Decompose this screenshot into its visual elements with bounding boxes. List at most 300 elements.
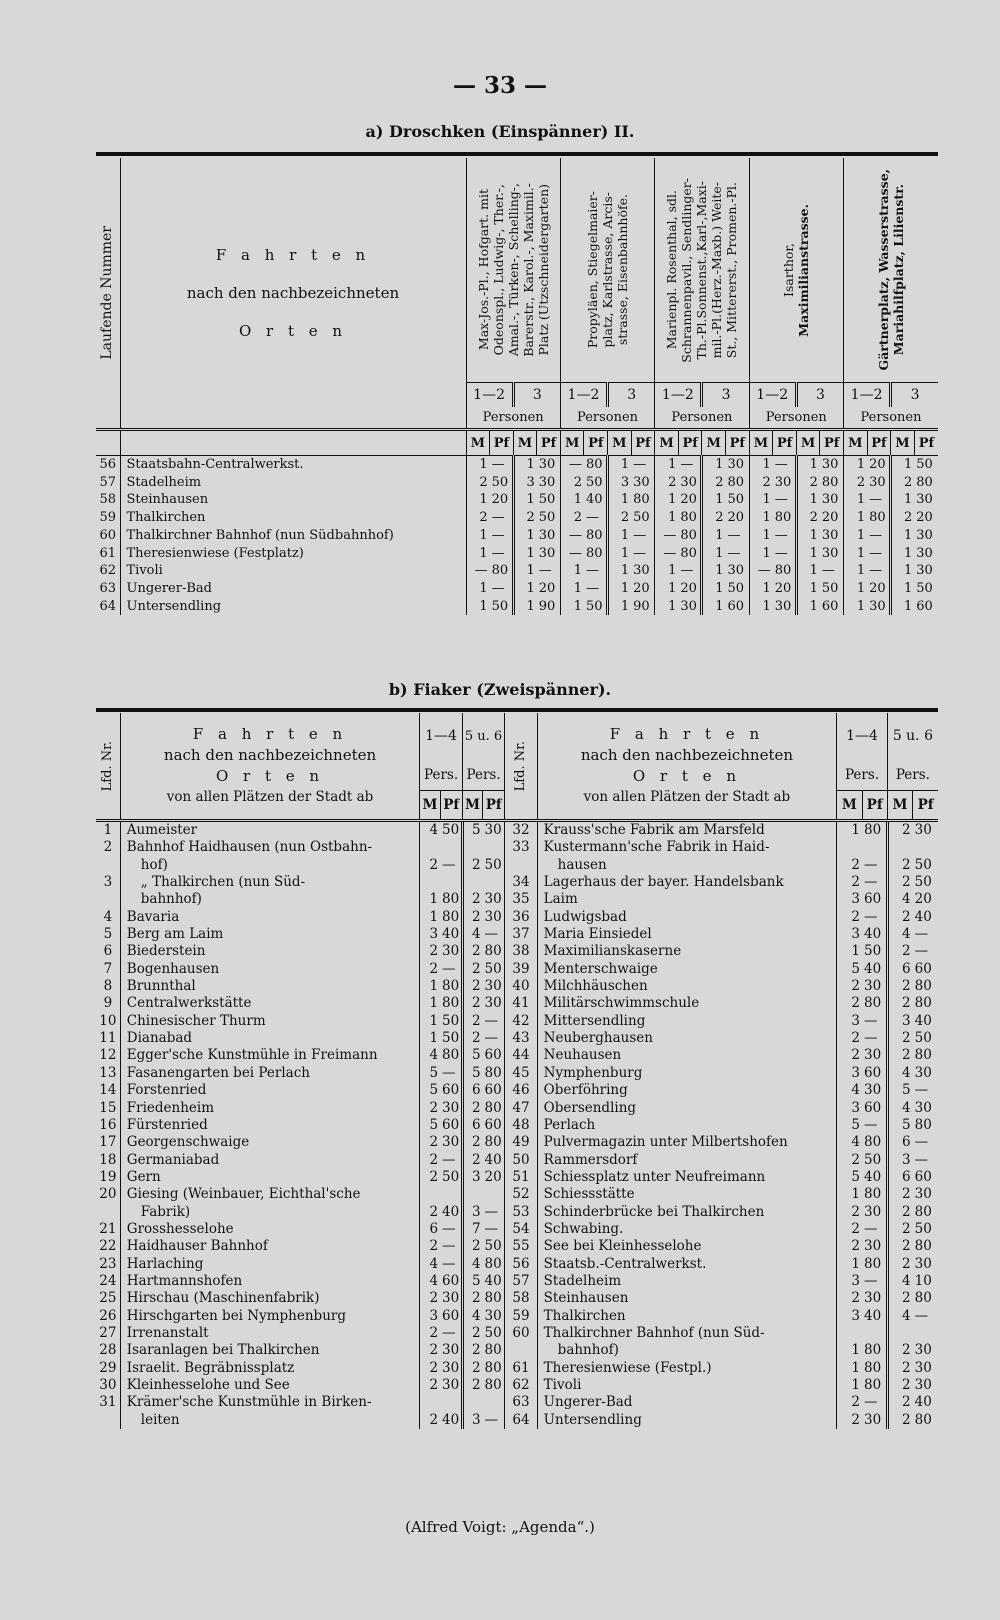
destination: Untersendling (537, 1412, 837, 1429)
pfennig-value: 30 (820, 527, 844, 545)
mark-value: 5 (471, 1064, 481, 1081)
pfennig-value: 80 (490, 562, 514, 580)
destination: Stadelheim (120, 474, 466, 492)
pfennig-value: — (440, 1065, 462, 1082)
destination: Obersendling (537, 1100, 837, 1117)
mark-value: 1 (904, 580, 913, 596)
mark-value: 3 (471, 1411, 481, 1428)
row-number: 40 (505, 978, 537, 995)
row-number (96, 857, 120, 874)
mark-value: 1 (715, 580, 724, 596)
table-row (96, 1134, 938, 1151)
row-number: 22 (96, 1238, 120, 1255)
m-label: M (462, 790, 482, 820)
row-number: 61 (96, 545, 120, 563)
destination: Kleinhesselohe und See (120, 1377, 420, 1394)
section-a-title: a) Droschken (Einspänner) II. (365, 122, 635, 141)
mark-value (420, 874, 440, 891)
personen-count: 1—2 (655, 383, 702, 407)
pfennig-value: — (862, 909, 887, 926)
mark-value: 1 (904, 545, 913, 561)
mark-value (837, 1325, 862, 1342)
destination: Rammersdorf (537, 1152, 837, 1169)
pfennig-value: — (862, 874, 887, 891)
mark-value: 2 (471, 908, 481, 925)
pfennig-value: — (914, 1307, 929, 1324)
personen-label: Personen (466, 407, 560, 430)
mark-value: 2 (471, 960, 481, 977)
pfennig-value: 50 (914, 856, 932, 873)
fiaker-table (96, 713, 938, 1429)
fahrten-header-left: F a h r t e n nach den nachbezeichneten O r t e n von allen Plätzen der Stadt ab (120, 713, 420, 821)
pfennig-value: 30 (483, 978, 505, 995)
mark-value: 3 (526, 474, 535, 490)
pfennig-value: 30 (537, 474, 561, 492)
mark-value: 4 (429, 1272, 439, 1289)
destination: Hartmannshofen (120, 1273, 420, 1290)
row-number: 56 (96, 456, 120, 474)
pfennig-value: — (490, 509, 514, 527)
mark-value: 1 (620, 563, 630, 579)
mark-value: 3 (620, 474, 630, 490)
destination: „ Thalkirchen (nun Süd- (120, 874, 420, 891)
droschken-table (96, 158, 938, 615)
mark-value: 2 (429, 1168, 439, 1185)
mark-value: 1 (851, 1186, 860, 1203)
pfennig-value: — (483, 1030, 505, 1047)
row-number (96, 1412, 120, 1429)
pfennig-value: 30 (483, 1308, 505, 1325)
mark-value: 3 (851, 891, 860, 908)
mark-value: 1 (809, 545, 818, 561)
personen-count: 3 (608, 383, 655, 407)
row-number: 56 (505, 1256, 537, 1273)
zone-line: Barerstr., Karol.-, Maximil.- (520, 183, 536, 357)
mark-value: 2 (902, 1290, 911, 1307)
pfennig-value: 80 (914, 1238, 932, 1255)
pf-label: Pf (678, 430, 702, 456)
destination: Neuhausen (537, 1047, 837, 1064)
mark-value: 1 (809, 598, 818, 614)
pfennig-value: 50 (537, 509, 561, 527)
zone-header-2 (560, 158, 654, 383)
pfennig-value (440, 1394, 462, 1411)
mark-value: 1 (856, 492, 866, 508)
pfennig-value: 30 (440, 1342, 462, 1359)
mark-value: 1 (762, 457, 771, 472)
mark-value: 2 (471, 1099, 481, 1116)
mark-value: 1 (904, 527, 913, 543)
mark-value: 1 (904, 598, 913, 614)
destination: Maria Einsiedel (537, 926, 837, 943)
pfennig-value: 50 (862, 1152, 887, 1169)
pfennig-value: 30 (726, 456, 750, 474)
pfennig-value: 80 (483, 1377, 505, 1394)
zone-line: Max-Jos.-Pl., Hofgart. mit (475, 189, 491, 351)
pfennig-value: 50 (483, 1238, 505, 1255)
pfennig-value: 30 (862, 1082, 887, 1099)
pfennig-value: 30 (914, 1359, 932, 1376)
personen-count: 1—2 (844, 383, 891, 407)
mark-value: 2 (856, 474, 866, 490)
row-number: 39 (505, 961, 537, 978)
pfennig-value: 80 (773, 509, 797, 527)
pfennig-value (862, 1325, 887, 1342)
mark-value: 1 (851, 943, 860, 960)
pfennig-value: 50 (490, 598, 514, 616)
pfennig-value: 80 (440, 1047, 462, 1064)
mark-value: 2 (902, 1377, 911, 1393)
pfennig-value (913, 1325, 938, 1342)
table-row (96, 1308, 938, 1325)
pfennig-value: 40 (440, 926, 462, 943)
mark-value: — (757, 563, 771, 579)
mark-value: 2 (902, 1220, 911, 1237)
pfennig-value: 80 (440, 909, 462, 926)
table-row (96, 1030, 938, 1047)
mark-value: 1 (479, 457, 488, 472)
pfennig-value: — (867, 491, 891, 509)
mark-value: 2 (851, 1030, 860, 1047)
pfennig-value: — (820, 562, 844, 580)
mark-value: 1 (526, 457, 535, 472)
mark-value: 1 (809, 580, 818, 596)
table-row (96, 545, 938, 563)
pfennig-value: 80 (773, 562, 797, 580)
pfennig-value: 50 (483, 1325, 505, 1342)
table-row (96, 1221, 938, 1238)
destination: Irrenanstalt (120, 1325, 420, 1342)
pfennig-value: 30 (537, 527, 561, 545)
pf-label: Pf (537, 430, 561, 456)
pfennig-value: 80 (678, 545, 702, 563)
mark-value: 5 (471, 822, 481, 838)
mark-value: 1 (479, 527, 488, 543)
zone-header-4 (749, 158, 843, 383)
mark-value: 3 (429, 1307, 439, 1324)
mark-value: 1 (856, 457, 866, 472)
pfennig-value: 40 (483, 1152, 505, 1169)
pfennig-value: 80 (440, 995, 462, 1012)
mark-value: 2 (902, 908, 911, 925)
mark-value: 5 (902, 1116, 911, 1133)
row-number: 2 (96, 839, 120, 856)
row-number: 19 (96, 1169, 120, 1186)
row-number: 50 (505, 1152, 537, 1169)
destination: bahnhof) (120, 891, 420, 908)
destination: Oberföhring (537, 1082, 837, 1099)
pfennig-value: 30 (914, 1342, 932, 1359)
pfennig-value (483, 1186, 505, 1203)
pfennig-value: — (631, 527, 655, 545)
row-number: 5 (96, 926, 120, 943)
row-number: 62 (96, 562, 120, 580)
zone-header-3 (655, 158, 749, 383)
pfennig-value: 80 (862, 1256, 887, 1273)
pfennig-value: — (440, 1256, 462, 1273)
pfennig-value: — (490, 545, 514, 563)
mark-value: 2 (902, 1030, 911, 1047)
pfennig-value: 80 (584, 456, 608, 474)
pfennig-value: 80 (483, 1256, 505, 1273)
pfennig-value: 50 (914, 1220, 932, 1237)
mark-value: 1 (429, 1030, 439, 1047)
pfennig-value: — (440, 857, 462, 874)
mark-value: 1 (479, 598, 488, 614)
row-number: 41 (505, 995, 537, 1012)
table-row (96, 874, 938, 891)
zone-line: Gärtnerplatz, Wasserstrasse, (876, 169, 891, 371)
destination: Untersendling (120, 598, 466, 616)
mark-value: 2 (851, 1290, 860, 1307)
mark-value (887, 1325, 912, 1342)
mark-value: 2 (479, 510, 488, 526)
pfennig-value: 50 (584, 474, 608, 492)
pfennig-value: 20 (678, 491, 702, 509)
pfennig-value: 80 (914, 1411, 932, 1428)
section-b-top-rule (96, 708, 938, 712)
mark-value: 1 (620, 580, 630, 596)
row-number: 63 (505, 1394, 537, 1411)
row-number: 59 (505, 1308, 537, 1325)
mark-value: 2 (851, 1203, 860, 1220)
mark-value: 5 (851, 1116, 860, 1133)
table-row (96, 474, 938, 492)
pfennig-value: 30 (773, 598, 797, 616)
row-number: 31 (96, 1394, 120, 1411)
personen-label: Personen (560, 407, 654, 430)
mark-value: 4 (851, 1134, 860, 1151)
destination: Forstenried (120, 1082, 420, 1099)
pfennig-value: — (773, 527, 797, 545)
destination: Staatsb.-Centralwerkst. (537, 1256, 837, 1273)
row-number: 60 (96, 527, 120, 545)
mark-value: 4 (471, 926, 481, 943)
destination: Fasanengarten bei Perlach (120, 1065, 420, 1082)
pfennig-value: — (862, 1273, 887, 1290)
pfennig-value: 20 (916, 510, 933, 526)
mark-value: 1 (762, 492, 771, 508)
zone-line: Mariahilfplatz, Lilienstr. (891, 184, 906, 356)
row-number: 37 (505, 926, 537, 943)
destination: Grosshesselohe (120, 1221, 420, 1238)
m-label: M (655, 430, 679, 456)
pfennig-value: 30 (483, 891, 505, 908)
mark-value: 2 (471, 1342, 481, 1359)
mark-value: 2 (471, 978, 481, 995)
row-number: 4 (96, 909, 120, 926)
mark-value: 1 (620, 492, 630, 508)
pfennig-value: — (440, 1238, 462, 1255)
row-number: 16 (96, 1117, 120, 1134)
pfennig-value: 50 (631, 509, 655, 527)
mark-value: 5 (429, 1116, 439, 1133)
destination: Thalkirchner Bahnhof (nun Süd- (537, 1325, 837, 1342)
mark-value: 3 (902, 1012, 911, 1029)
mark-value: 2 (429, 960, 439, 977)
zone-header-1 (466, 158, 560, 383)
mark-value: 2 (471, 1151, 481, 1168)
table-row (96, 1256, 938, 1273)
pfennig-value: 30 (916, 545, 933, 561)
destination: Perlach (537, 1117, 837, 1134)
mark-value: 2 (573, 474, 582, 490)
personen-label: Personen (860, 409, 922, 425)
mark-value: 1 (851, 1342, 860, 1359)
mark-value: 2 (851, 1220, 860, 1237)
row-number: 23 (96, 1256, 120, 1273)
pfennig-value: 20 (490, 491, 514, 509)
table-row (96, 1117, 938, 1134)
mark-value: 2 (902, 1203, 911, 1220)
pfennig-value: 30 (914, 1377, 932, 1393)
zone-line: Amal.-, Türken-, Schelling-, (505, 183, 521, 357)
mark-value: 2 (902, 822, 911, 838)
mark-value: 3 (902, 1151, 911, 1168)
mark-value: 2 (429, 943, 439, 960)
destination: Centralwerkstätte (120, 995, 420, 1012)
table-row (96, 491, 938, 509)
pfennig-value: 30 (483, 909, 505, 926)
destination: Kustermann'sche Fabrik in Haid- (537, 839, 837, 856)
personen-count: 1—2 (749, 383, 796, 407)
mark-value (462, 1186, 482, 1203)
pfennig-value: — (483, 1221, 505, 1238)
mark-value (837, 839, 862, 856)
mark-value: 1 (715, 598, 724, 614)
mark-value: 1 (762, 527, 771, 543)
mark-value: 4 (429, 822, 439, 838)
pfennig-value: — (483, 1204, 505, 1221)
table-row (96, 1152, 938, 1169)
mark-value: 2 (471, 1359, 481, 1376)
mark-value: 1 (526, 492, 535, 508)
row-number: 20 (96, 1186, 120, 1203)
mark-value: 1 (668, 580, 677, 596)
mark-value: 1 (762, 598, 771, 614)
pfennig-value: 80 (914, 1290, 932, 1307)
mark-value: 2 (471, 891, 481, 908)
pers-left-2: Pers. (462, 759, 504, 790)
pfennig-value: 40 (440, 1204, 462, 1221)
mark-value: 4 (429, 1255, 439, 1272)
pfennig-value: 50 (440, 821, 462, 840)
mark-value: 2 (902, 1342, 911, 1359)
pfennig-value: — (631, 456, 655, 474)
destination: Thalkirchner Bahnhof (nun Südbahnhof) (120, 527, 466, 545)
pfennig-value: 80 (483, 1065, 505, 1082)
mark-value (420, 839, 440, 856)
pfennig-value: 30 (631, 562, 655, 580)
zone-line: Isarthor, (781, 243, 797, 297)
row-number: 47 (505, 1100, 537, 1117)
destination: Schinderbrücke bei Thalkirchen (537, 1204, 837, 1221)
zone-line: strasse, Eisenbahnhöfe. (615, 194, 631, 346)
table-row (96, 961, 938, 978)
pfennig-value: — (490, 456, 514, 474)
mark-value: 4 (902, 1064, 911, 1081)
mark-value: 1 (429, 995, 439, 1012)
pfennig-value: 60 (440, 1273, 462, 1290)
personen-count: 3 (702, 383, 749, 407)
pfennig-value: 50 (483, 961, 505, 978)
pfennig-value: 30 (726, 562, 750, 580)
destination: Steinhausen (120, 491, 466, 509)
pfennig-value: 30 (440, 1360, 462, 1377)
pfennig-value: 60 (440, 1117, 462, 1134)
destination: Krauss'sche Fabrik am Marsfeld (537, 821, 837, 840)
mark-value: — (568, 527, 582, 543)
destination: Dianabad (120, 1030, 420, 1047)
pfennig-value: 20 (867, 580, 891, 598)
pfennig-value: 80 (678, 509, 702, 527)
destination: Ungerer-Bad (537, 1394, 837, 1411)
mark-value: 2 (429, 1377, 439, 1393)
pfennig-value: 20 (773, 580, 797, 598)
pfennig-value (440, 874, 462, 891)
mark-value: 1 (620, 598, 630, 614)
row-number: 18 (96, 1152, 120, 1169)
mark-value: 4 (902, 891, 911, 908)
row-number: 46 (505, 1082, 537, 1099)
mark-value: 1 (809, 563, 818, 579)
pfennig-value: — (914, 926, 929, 943)
pfennig-value: 80 (483, 1134, 505, 1151)
pfennig-value: 80 (862, 995, 887, 1012)
row-number: 6 (96, 943, 120, 960)
m-label: M (796, 430, 820, 456)
destination: Menterschwaige (537, 961, 837, 978)
pfennig-value: 60 (483, 1047, 505, 1064)
destination: Nymphenburg (537, 1065, 837, 1082)
mark-value (462, 839, 482, 856)
destination: Schwabing. (537, 1221, 837, 1238)
pfennig-value: 30 (916, 563, 933, 579)
destination: Haidhauser Bahnhof (120, 1238, 420, 1255)
mark-value: 1 (851, 1255, 860, 1272)
table-row (96, 1394, 938, 1411)
pfennig-value: 30 (867, 474, 891, 492)
pfennig-value: 40 (862, 1169, 887, 1186)
destination: Staatsbahn-Centralwerkst. (120, 456, 466, 474)
mark-value: 2 (851, 1394, 860, 1411)
mark-value: 1 (856, 527, 866, 543)
pf-label: Pf (913, 790, 938, 820)
pfennig-value: 40 (914, 1012, 932, 1029)
mark-value: 2 (902, 1047, 911, 1064)
mark-value: 4 (902, 926, 911, 943)
table-row (96, 1412, 938, 1429)
mark-value: 2 (902, 1238, 911, 1255)
pfennig-value: — (483, 1013, 505, 1030)
mark-value: 1 (620, 457, 630, 472)
zone-line: Propyläen, Stiegelmaier- (585, 191, 601, 349)
mark-value: 1 (573, 563, 582, 579)
mark-value: 2 (902, 995, 911, 1012)
pfennig-value: 80 (631, 491, 655, 509)
zone-line: Maximilianstrasse. (796, 203, 812, 337)
mark-value: 2 (851, 1151, 860, 1168)
mark-value: 2 (851, 978, 860, 995)
mark-value: 2 (471, 943, 481, 960)
mark-value: 1 (429, 978, 439, 995)
pfennig-value: 50 (440, 1013, 462, 1030)
pfennig-value: — (914, 943, 929, 960)
pfennig-value: — (584, 580, 608, 598)
pfennig-value: 90 (537, 598, 561, 616)
col-5-6-right: 5 u. 6 (892, 728, 933, 745)
row-number: 54 (505, 1221, 537, 1238)
